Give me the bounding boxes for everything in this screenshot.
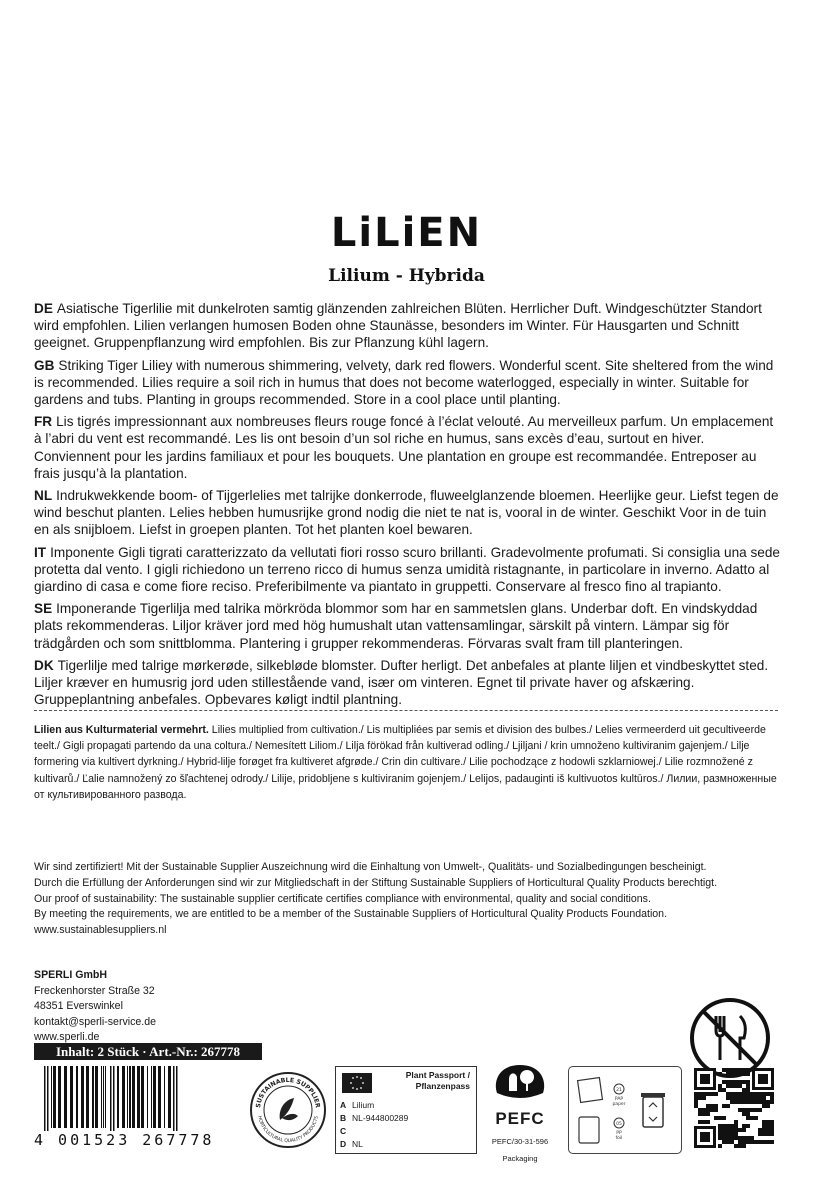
language-code: DK bbox=[34, 657, 54, 673]
dashed-divider bbox=[34, 710, 778, 711]
language-code: GB bbox=[34, 357, 55, 373]
passport-row bbox=[340, 1125, 470, 1138]
eu-flag-icon bbox=[342, 1073, 372, 1093]
certification-line: Durch die Erfüllung der Anforderungen sind wir zur Mitgliedschaft in der Stiftung Sustainable Suppliers of Horticultural Quality Products berechtigt. bbox=[34, 876, 718, 889]
passport-row-key: D bbox=[340, 1139, 347, 1149]
passport-row-key: A bbox=[340, 1100, 347, 1110]
description-gb bbox=[34, 357, 784, 409]
passport-row-value: Lilium bbox=[352, 1100, 375, 1110]
pefc-code: PEFC/30-31-596 bbox=[491, 1137, 549, 1146]
description-text: Imponente Gigli tigrati caratterizzato da vellutati fiori rosso scuro brillanti. Gradevolmente profumati. Si consiglia una sede protetta dal vento. I gigli richiedono un terreno ricco di humus senza umidità ristagnante, in particolare in inverno. Adatto al giardino di casa e come fiore reciso. Preferibilmente va piantato in gruppetti. Conservare al fresco fino al trapianto. bbox=[34, 544, 780, 595]
passport-title bbox=[406, 1070, 470, 1092]
language-code: FR bbox=[34, 414, 53, 430]
barcode-number: 4 001523 267778 bbox=[34, 1131, 256, 1149]
product-title: LiLiEN bbox=[330, 210, 483, 256]
company-street: Freckenhorster Straße 32 bbox=[34, 984, 155, 997]
company-name: SPERLI GmbH bbox=[34, 969, 107, 981]
description-list bbox=[34, 300, 784, 713]
certification-url: www.sustainablesuppliers.nl bbox=[34, 924, 167, 937]
passport-row-value: NL-944800289 bbox=[352, 1113, 409, 1123]
plant-passport bbox=[335, 1066, 477, 1154]
passport-row bbox=[340, 1138, 470, 1151]
description-se bbox=[34, 600, 784, 652]
svg-text:PAP: PAP bbox=[614, 1097, 624, 1102]
cultivation-text: Lilies multiplied from cultivation./ Lis multipliées par semis et division des bulbes./ Lelies vermeerderd uit gecultiveerde teelt./ Gigli propagati partendo da una coltura./ Nemesített Liliom./ Lilja förökad från kultiverad odling./ Ljiljani / krin umnoženo kultiviranim gajenjem./ Lilje formering via kultivert dyrkning./ Hybrid-lilje forøget fra kultiveret afgrøde./ Crin din cultivare./ Lilie pochodzące z hodowli szklarniowej./ Lilie rozmnožené z kultivarů./ Ľalie namnožený zo šľachtenej odrody./ Lilije, pridobljene s kultiviranim gojenjem./ Lelijos, padauginti iš kultivuotos kultūros./ Лилии, размноженные от культивированного развода. bbox=[34, 724, 777, 801]
description-dk bbox=[34, 657, 784, 709]
passport-row-key: B bbox=[340, 1113, 347, 1123]
company-email: kontakt@sperli-service.de bbox=[34, 1015, 157, 1028]
svg-text:21: 21 bbox=[616, 1088, 622, 1093]
language-code: IT bbox=[34, 544, 47, 560]
qr-code-icon bbox=[694, 1068, 774, 1148]
passport-row-value: NL bbox=[352, 1139, 363, 1149]
certification-line: Our proof of sustainability: The sustainable supplier certificate certifies compliance with environmental, quality and social conditions. bbox=[34, 892, 651, 905]
description-text: Striking Tiger Liliey with numerous shimmering, velvety, dark red flowers. Wonderful scent. Site sheltered from the wind is recommended. Lilies require a soil rich in humus that does not become waterlogged, especially in winter. Suitable for gardens and tubs. Planting in groups recommended. Store in a cool place until planting. bbox=[34, 357, 774, 408]
passport-rows bbox=[340, 1099, 470, 1151]
certification-line: Wir sind zertifiziert! Mit der Sustainable Supplier Auszeichnung wird die Einhaltung von Umwelt-, Qualitäts- und Sozialbedingungen bescheinigt. bbox=[34, 861, 707, 873]
pefc-label: PEFC bbox=[495, 1109, 545, 1128]
passport-title-line1: Plant Passport / bbox=[405, 1070, 470, 1080]
description-it bbox=[34, 544, 784, 596]
passport-row-key: C bbox=[340, 1126, 347, 1136]
product-subtitle: Lilium - Hybrida bbox=[328, 266, 485, 286]
description-de bbox=[34, 300, 784, 352]
language-code: DE bbox=[34, 301, 53, 316]
sustainable-supplier-seal-icon bbox=[248, 1070, 328, 1150]
certification-text bbox=[34, 860, 794, 939]
recycle-icon bbox=[568, 1066, 682, 1154]
pefc-tree-icon bbox=[489, 1063, 551, 1103]
description-nl bbox=[34, 487, 784, 539]
company-address bbox=[34, 968, 156, 1046]
description-text: Tigerlilje med talrige mørkerøde, silkebløde blomster. Dufter herligt. Det anbefales at plante liljen et vindbeskyttet sted. Liljer kræver en humusrig jord uden stillestående vand, især om vinteren. Egnet til private haver og afskæring. Gruppeplantning anbefales. Opbevares køligt indtil plantning. bbox=[34, 657, 769, 708]
description-text: Asiatische Tigerlilie mit dunkelroten samtig glänzenden zahlreichen Blüten. Herrlicher Duft. Windgeschützter Standort wird empfohlen. Lilien verlangen humosen Boden ohne Staunässe, besonders im Winter. Für Hausgarten und Schnitt geeignet. Gruppenpflanzung wird empfohlen. Bis zur Pflanzung kühl lagern. bbox=[34, 301, 762, 351]
pefc-logo bbox=[480, 1063, 560, 1163]
description-text: Lis tigrés impressionnant aux nombreuses fleurs rouge foncé à l’éclat velouté. Au merveilleux parfum. Un emplacement à l’abri du vent est recommandé. Les lis ont besoin d’un sol riche en humus, sans excès d’eau, surtout en hiver. Conviennent pour les jardins familiaux et pour les bouquets. Une plantation en groupe est recommandée. Entreposer au frais jusqu’à la plantation. bbox=[34, 414, 774, 481]
pefc-packaging: Packaging bbox=[502, 1154, 538, 1163]
passport-title-line2: Pflanzenpass bbox=[415, 1081, 470, 1091]
cultivation-lead: Lilien aus Kulturmaterial vermehrt. bbox=[34, 724, 209, 736]
company-web: www.sperli.de bbox=[34, 1031, 100, 1044]
svg-text:paper: paper bbox=[612, 1102, 626, 1107]
svg-text:HORTICULTURAL QUALITY PRODUCTS: HORTICULTURAL QUALITY PRODUCTS bbox=[256, 1115, 320, 1145]
description-text: Imponerande Tigerlilja med talrika mörkröda blommor som har en sammetslen glans. Underbar doft. En vindskyddad plats rekommenderas. Liljor kräver jord med hög humushalt utan vattensamlingar, särskilt på vintern. Lämpar sig för trädgården och som snittblomma. Plantering i grupper rekommenderas. Förvaras svalt fram till planteringen. bbox=[34, 601, 758, 651]
cultivation-note bbox=[34, 722, 782, 803]
passport-row bbox=[340, 1112, 470, 1125]
certification-line: By meeting the requirements, we are entitled to be a member of the Sustainable Suppliers of Horticultural Quality Products Foundation. bbox=[34, 908, 668, 921]
svg-text:foil: foil bbox=[615, 1136, 623, 1141]
language-code: SE bbox=[34, 601, 53, 617]
svg-text:PP: PP bbox=[616, 1131, 622, 1136]
description-fr bbox=[34, 413, 784, 482]
svg-text:SUSTAINABLE SUPPLIER: SUSTAINABLE SUPPLIER bbox=[255, 1076, 321, 1109]
description-text: Indrukwekkende boom- of Tijgerlelies met talrijke donkerrode, fluweelglanzende bloemen. Heerlijke geur. Liefst tegen de wind beschut planten. Lelies hebben humusrijke grond nodig die niet te nat is, vooral in de winter. Geschikt Voor in de tuin en als snijbloem. Liefst in groepen planten. Tot het planten koel bewaren. bbox=[34, 488, 779, 538]
svg-text:05: 05 bbox=[616, 1122, 622, 1127]
passport-row bbox=[340, 1099, 470, 1112]
language-code: NL bbox=[34, 488, 53, 504]
company-city: 48351 Everswinkel bbox=[34, 1000, 123, 1013]
content-article-bar: Inhalt: 2 Stück · Art.-Nr.: 267778 bbox=[34, 1043, 262, 1060]
